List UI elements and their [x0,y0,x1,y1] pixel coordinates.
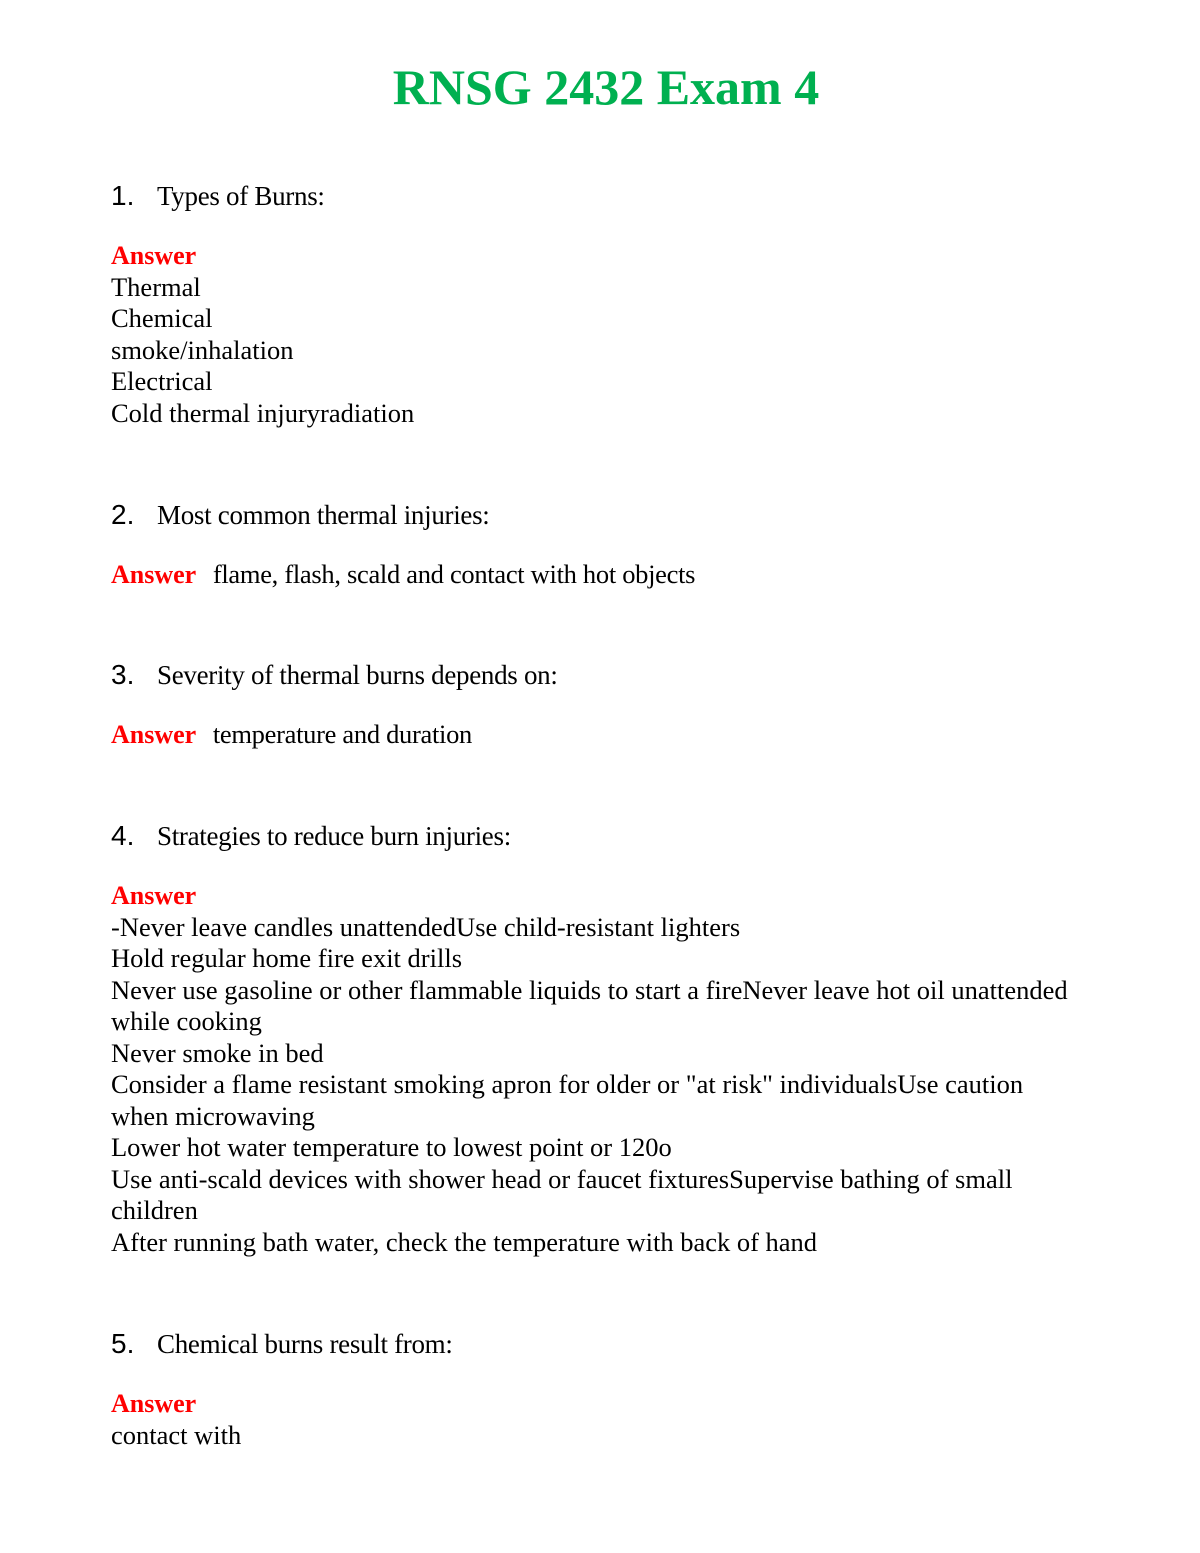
answer-line: Electrical [111,366,213,396]
answer-line: Never use gasoline or other flammable liquids to start a fireNever leave hot oil unattended [111,974,1068,1005]
answer-line: Never smoke in bed [111,1037,324,1068]
question-number: 2. [111,499,135,530]
question-header [111,499,1121,533]
question-text: Severity of thermal burns depends on: [157,660,558,690]
answer-block [111,880,1121,1258]
page-title: RNSG 2432 Exam 4 [392,59,820,115]
question-header [111,820,1121,854]
answer-line: Lower hot water temperature to lowest point or 120o [111,1132,672,1162]
question-header [111,1328,1121,1362]
answer-block [111,559,1121,591]
answer-line: when microwaving [111,1100,315,1131]
answer-label: Answer [111,1389,197,1418]
question-number: 3. [111,659,135,690]
answer-line: contact with [111,1419,242,1450]
answer-label: Answer [111,241,197,270]
question-4 [111,820,1121,1258]
question-3 [111,659,1121,751]
question-number: 5. [111,1328,135,1359]
question-2 [111,499,1121,591]
question-number: 1. [111,180,135,211]
answer-line: while cooking [111,1006,262,1036]
answer-text: flame, flash, scald and contact with hot objects [212,559,696,589]
question-1 [111,180,1121,429]
question-5 [111,1328,1121,1451]
question-header [111,180,1121,214]
answer-block [111,240,1121,429]
question-text: Types of Burns: [157,181,325,211]
answer-line: children [111,1195,198,1225]
answer-line: Hold regular home fire exit drills [111,943,463,973]
answer-line: Consider a flame resistant smoking apron for older or "at risk" individualsUse caution [111,1069,1024,1099]
answer-line: Use anti-scald devices with shower head or faucet fixturesSupervise bathing of small [111,1163,1013,1194]
answer-label: Answer [111,560,197,589]
answer-text: temperature and duration [212,719,473,749]
answer-block [111,1388,1121,1451]
answer-label: Answer [111,720,197,749]
answer-line: After running bath water, check the temperature with back of hand [111,1226,818,1257]
answer-label: Answer [111,881,197,910]
answer-block [111,719,1121,751]
question-text: Most common thermal injuries: [157,500,490,530]
question-text: Chemical burns result from: [157,1329,453,1359]
answer-line: Thermal [111,271,201,302]
question-text: Strategies to reduce burn injuries: [157,821,511,851]
answer-line: -Never leave candles unattendedUse child-resistant lighters [111,911,741,942]
answer-line: smoke/inhalation [111,334,294,365]
question-header [111,659,1121,693]
answer-line: Cold thermal injuryradiation [111,397,415,428]
answer-line: Chemical [111,303,213,333]
question-number: 4. [111,820,135,851]
